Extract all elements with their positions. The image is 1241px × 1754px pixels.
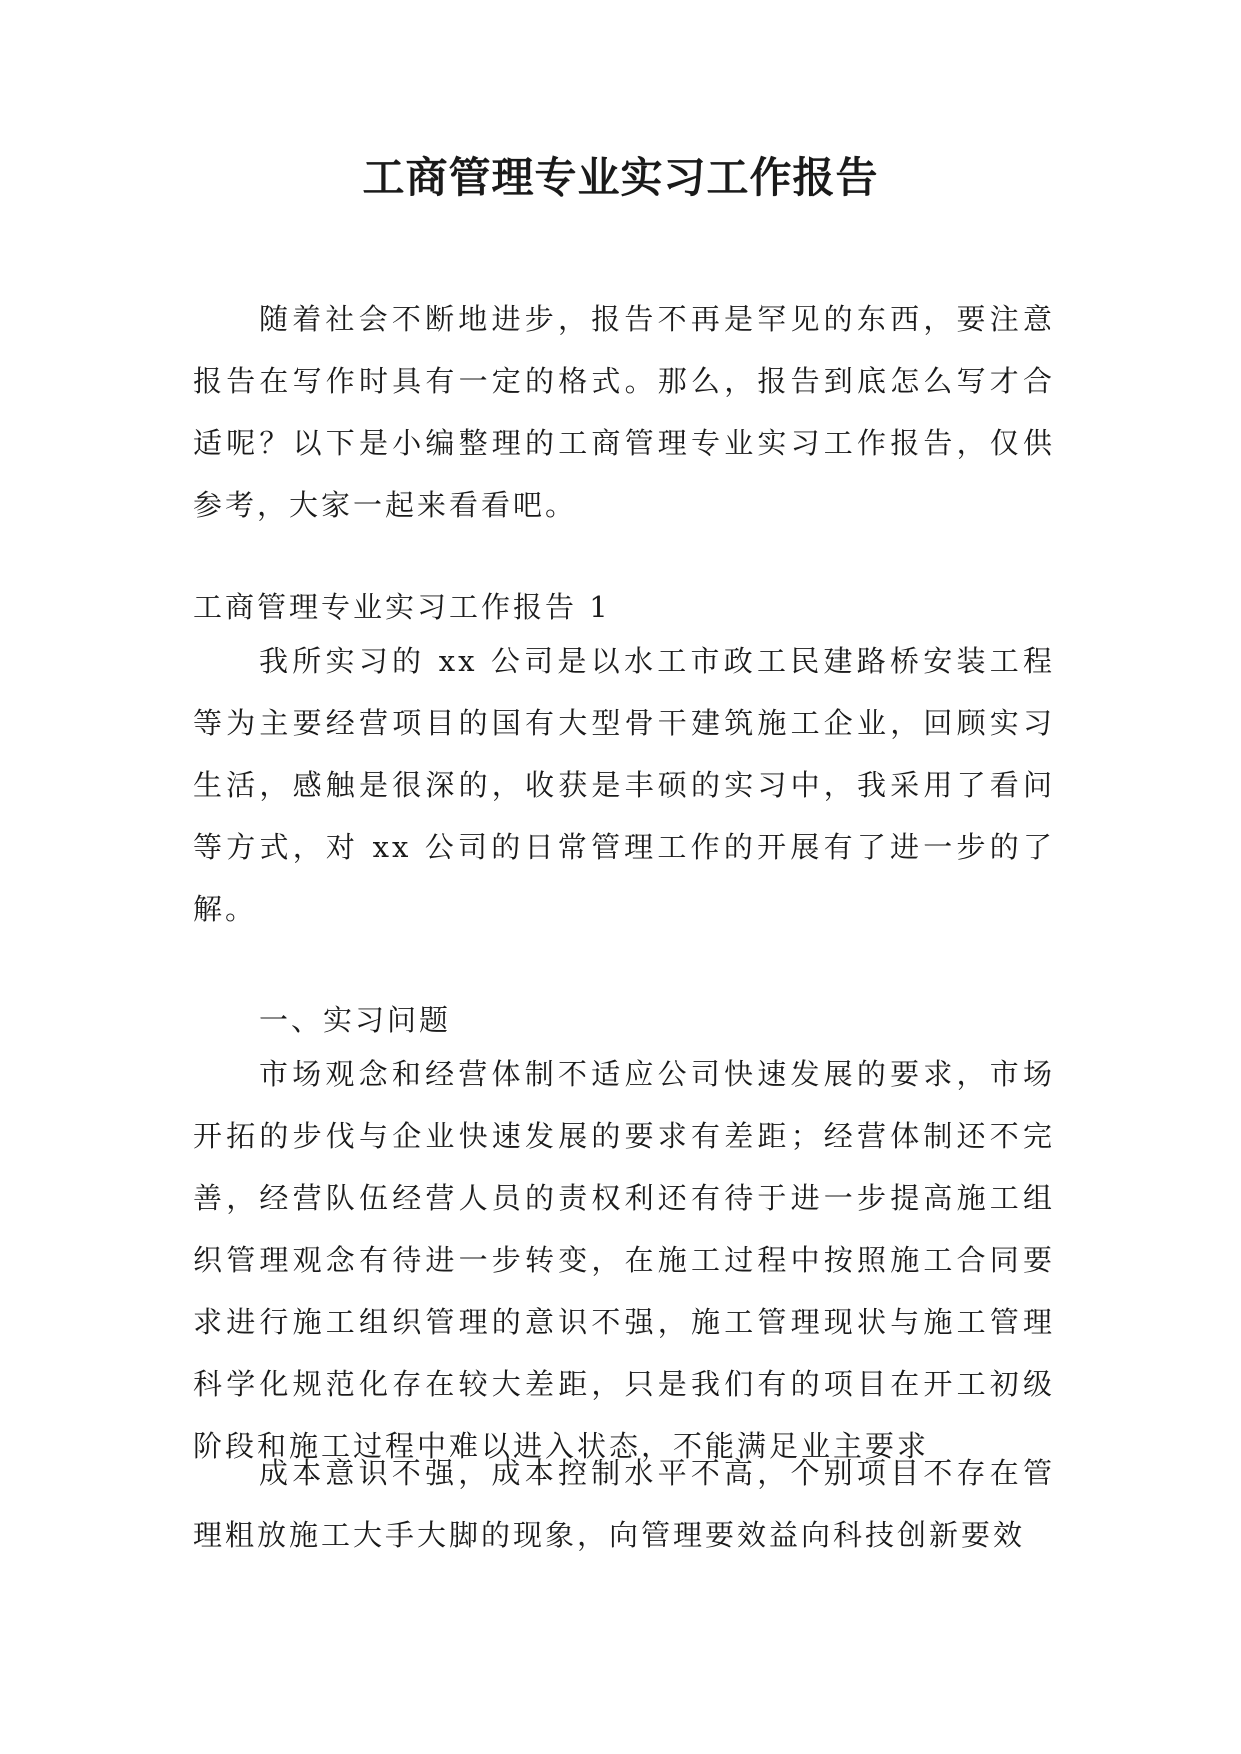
section-heading-block — [193, 576, 1055, 638]
intro-block — [193, 288, 1055, 536]
report-paragraph-block — [193, 630, 1055, 940]
intro-paragraph: 随着社会不断地进步，报告不再是罕见的东西，要注意报告在写作时具有一定的格式。那么，报告到底怎么写才合适呢？以下是小编整理的工商管理专业实习工作报告，仅供参考，大家一起来看看吧。 — [193, 302, 1055, 522]
market-issue-paragraph: 市场观念和经营体制不适应公司快速发展的要求，市场开拓的步伐与企业快速发展的要求有差距；经营体制还不完善，经营队伍经营人员的责权利还有待于进一步提高施工组织管理观念有待进一步转变，在施工过程中按照施工合同要求进行施工组织管理的意识不强，施工管理现状与施工管理科学化规范化存在较大差距，只是我们有的项目在开工初级阶段和施工过程中难以进入状态，不能满足业主要求 — [193, 1057, 1055, 1463]
subheading-practice-issues: 一、实习问题 — [259, 1003, 452, 1037]
issue-paragraph-block — [193, 1043, 1055, 1477]
document-title: 工商管理专业实习工作报告 — [362, 153, 879, 202]
report-paragraph: 我所实习的 xx 公司是以水工市政工民建路桥安装工程等为主要经营项目的国有大型骨干建筑施工企业，回顾实习生活，感触是很深的，收获是丰硕的实习中，我采用了看问等方式，对 xx 公司的日常管理工作的开展有了进一步的了解。 — [193, 644, 1055, 926]
subheading-block — [193, 989, 1055, 1051]
cost-issue-block — [193, 1442, 1055, 1566]
cost-issue-paragraph: 成本意识不强，成本控制水平不高，个别项目不存在管理粗放施工大手大脚的现象，向管理要效益向科技创新要效 — [193, 1456, 1055, 1552]
section-heading: 工商管理专业实习工作报告 1 — [193, 590, 611, 624]
